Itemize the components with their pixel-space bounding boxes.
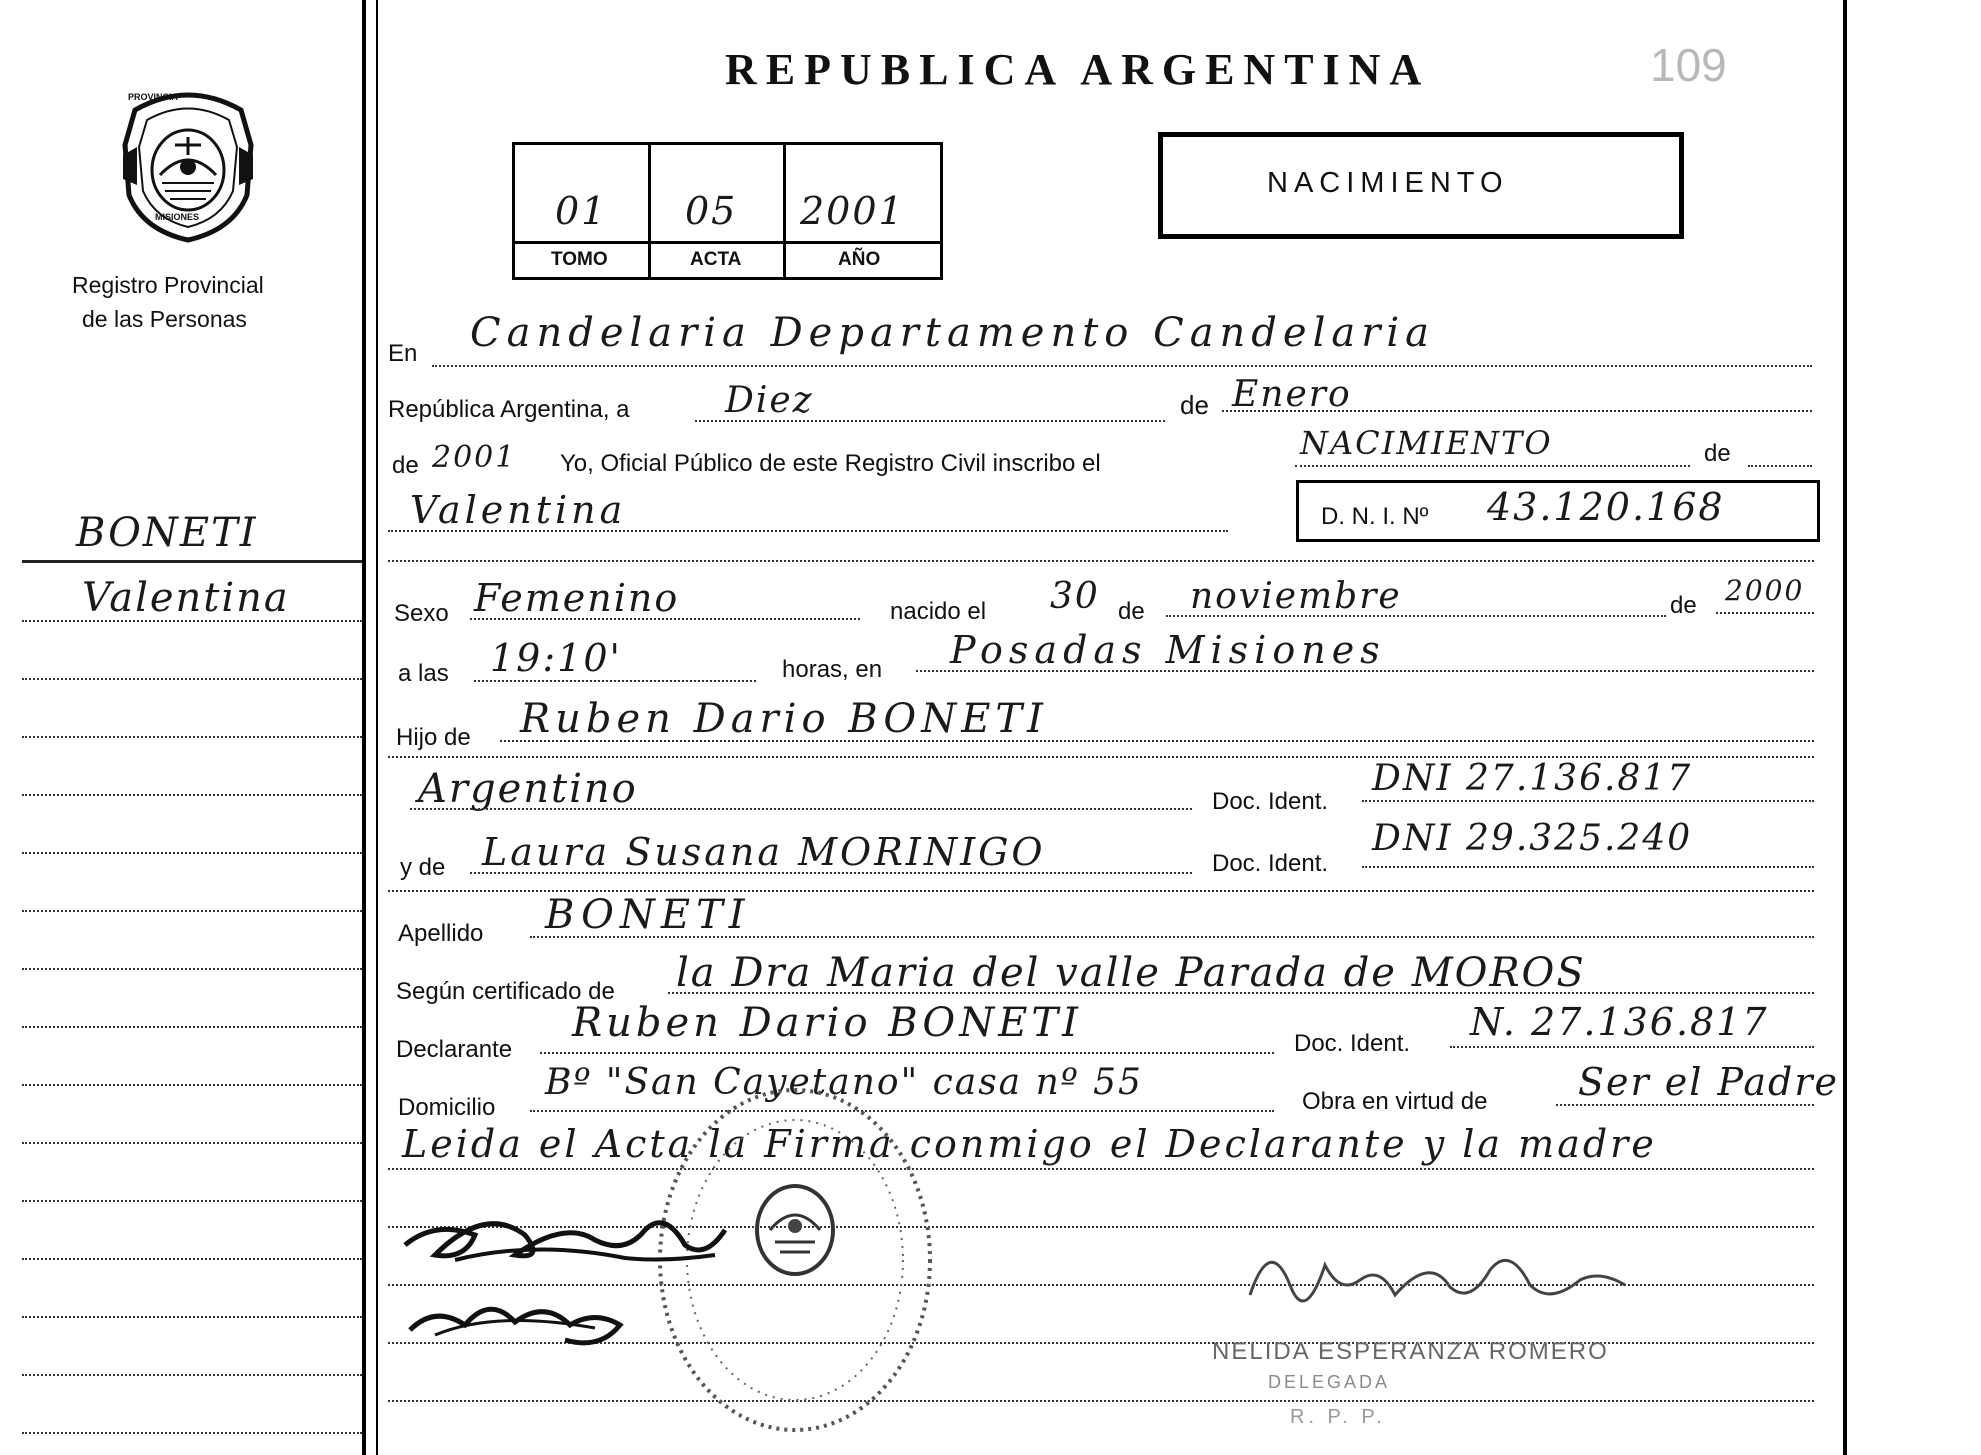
de3-label: de [1670, 592, 1697, 619]
place-value: Posadas Misiones [950, 628, 1386, 672]
doc3-value: N. 27.136.817 [1470, 1000, 1769, 1044]
doc1-value: DNI 27.136.817 [1372, 758, 1693, 799]
row-closing-line [388, 1168, 1814, 1170]
row-declarante-line [540, 1052, 1274, 1054]
official-office: R. P. P. [1290, 1406, 1386, 1428]
sexo-value: Femenino [474, 576, 680, 620]
row-year2-line [1716, 612, 1814, 614]
anio-label: AÑO [838, 249, 881, 270]
birth-year: 2000 [1725, 574, 1805, 607]
de2-label: de [1118, 598, 1145, 625]
country-title: REPUBLICA ARGENTINA [725, 45, 1431, 94]
doc1-label: Doc. Ident. [1212, 788, 1329, 815]
sexo-label: Sexo [394, 600, 449, 627]
dni-value: 43.120.168 [1487, 485, 1725, 529]
year-value: 2001 [432, 440, 517, 475]
row-name-line [388, 530, 1228, 532]
row-segun-line [668, 992, 1814, 994]
declarante-value: Ruben Dario BONETI [572, 1000, 1082, 1046]
alas-label: a las [398, 660, 449, 687]
name-value: Valentina [410, 488, 627, 532]
row-father-line [500, 740, 1814, 742]
row-nat-line [410, 808, 1192, 810]
row-en-line [432, 365, 1812, 367]
row-day-line [695, 420, 1165, 422]
hijo-label: Hijo de [396, 724, 471, 751]
doc3-label: Doc. Ident. [1294, 1030, 1411, 1057]
right-margin-divider [1843, 0, 1847, 1455]
doc2-label: Doc. Ident. [1212, 850, 1329, 877]
dni-box [1296, 480, 1820, 542]
row-inscribe-line [1295, 465, 1690, 467]
row-doc3-line [1450, 1046, 1814, 1048]
tomo-value: 01 [555, 189, 608, 233]
birth-day: 30 [1050, 576, 1100, 617]
registry-line1: Registro Provincial [72, 272, 264, 298]
declarante-label: Declarante [396, 1036, 513, 1063]
en-value: Candelaria Departamento Candelaria [470, 310, 1435, 356]
row-hour-line [474, 680, 756, 682]
father-nationality: Argentino [418, 766, 638, 812]
de-after-label: de [1704, 440, 1731, 467]
official-title: DELEGADA [1268, 1372, 1391, 1392]
row-sexo-line [470, 618, 860, 620]
declarant-signature [395, 1200, 735, 1370]
closing-statement: Leida el Acta la Firma conmigo el Declarante y la madre [402, 1122, 1657, 1166]
father-name: Ruben Dario BONETI [520, 696, 1048, 742]
day-value: Diez [725, 380, 814, 421]
margin-given-name: Valentina [82, 575, 290, 621]
yo-label: Yo, Oficial Público de este Registro Civil inscribo el [560, 450, 1101, 477]
inscribe-value: NACIMIENTO [1300, 424, 1553, 462]
birth-month: noviembre [1190, 576, 1402, 617]
apellido-value: BONETI [545, 892, 751, 938]
left-margin-divider-inner [376, 0, 378, 1455]
record-type: NACIMIENTO [1267, 167, 1509, 199]
left-margin-divider [362, 0, 366, 1455]
en-label: En [388, 340, 418, 367]
page-number: 109 [1650, 39, 1727, 91]
tomo-label: TOMO [551, 249, 608, 270]
obra-value: Ser el Padre [1578, 1060, 1839, 1104]
month-value: Enero [1232, 374, 1352, 415]
seal-text-bottom: MISIONES [155, 212, 200, 222]
row-obra-line [1556, 1104, 1814, 1106]
domicilio-label: Domicilio [398, 1094, 496, 1121]
row-apellido-line [530, 936, 1814, 938]
dni-label: D. N. I. Nº [1321, 503, 1429, 530]
margin-surname: BONETI [76, 510, 258, 556]
seal-text-top: PROVINCIA [128, 92, 179, 102]
de-year-label: de [392, 452, 419, 479]
official-signature [1230, 1225, 1650, 1345]
doc2-value: DNI 29.325.240 [1372, 818, 1693, 859]
anio-value: 2001 [800, 189, 905, 233]
record-number-box [512, 142, 943, 280]
acta-label: ACTA [690, 249, 742, 270]
segun-label: Según certificado de [396, 978, 615, 1005]
row-month-line [1222, 410, 1812, 412]
margin-surname-underline [22, 560, 362, 563]
horas-label: horas, en [782, 656, 883, 683]
domicilio-value: Bº "San Cayetano" casa nº 55 [545, 1062, 1143, 1103]
row-doc2-line [1362, 866, 1814, 868]
row-month2-line [1166, 615, 1666, 617]
row-doc1-line [1362, 800, 1814, 802]
record-type-box [1158, 132, 1684, 239]
de-label: de [1180, 390, 1209, 420]
row-place-line [916, 670, 1814, 672]
row-mother-line [470, 872, 1192, 874]
yde-label: y de [400, 854, 446, 881]
acta-value: 05 [685, 189, 738, 233]
mother-name: Laura Susana MORINIGO [482, 830, 1046, 874]
row-de-line [1748, 465, 1812, 467]
nacido-label: nacido el [890, 598, 987, 625]
official-name: NELIDA ESPERANZA ROMERO [1212, 1338, 1609, 1365]
republica-label: República Argentina, a [388, 396, 630, 423]
row-divider-1 [388, 560, 1814, 562]
obra-label: Obra en virtud de [1302, 1088, 1488, 1115]
apellido-label: Apellido [398, 920, 484, 947]
segun-value: la Dra Maria del valle Parada de MOROS [676, 950, 1586, 996]
hour-value: 19:10' [490, 636, 622, 680]
registry-line2: de las Personas [82, 306, 247, 332]
